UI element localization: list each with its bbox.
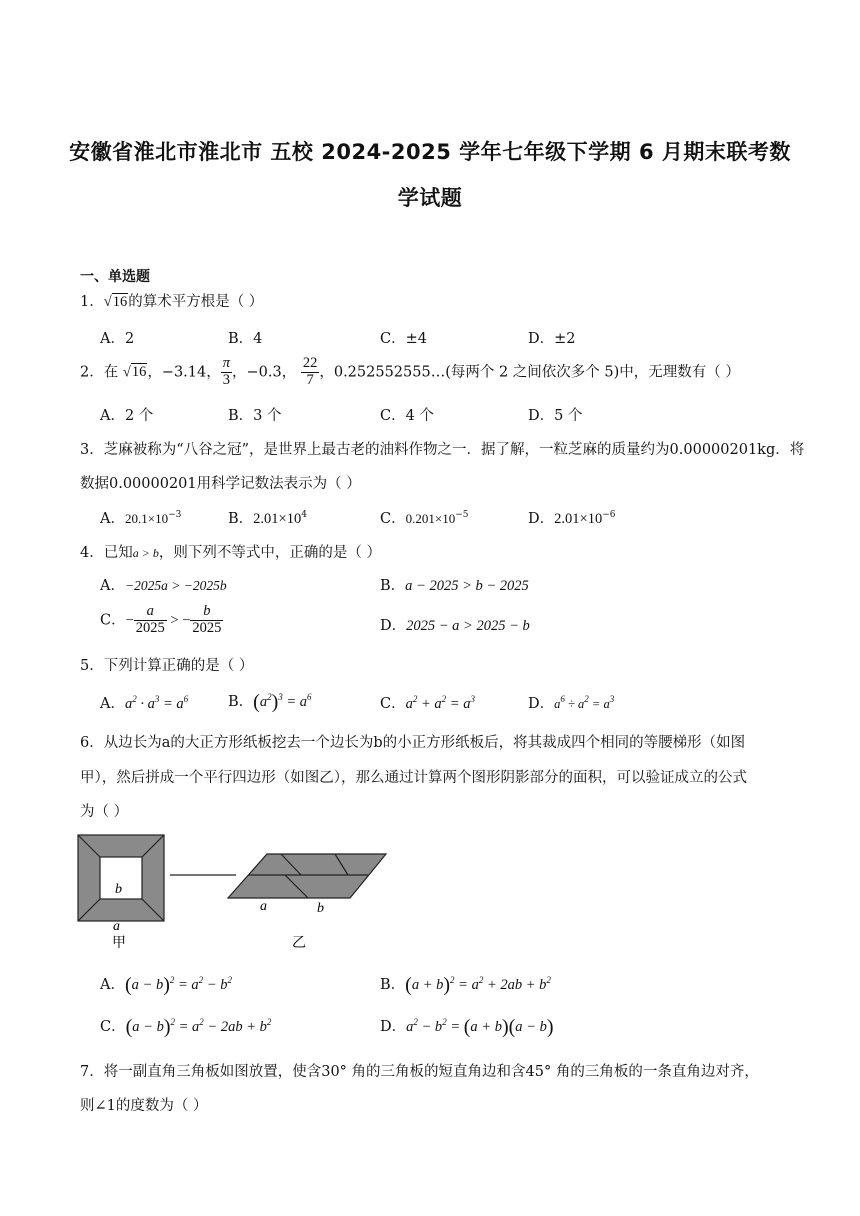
- q4-option-d: D．2025 − a > 2025 − b: [380, 618, 530, 634]
- q6-option-d: D．$a^2 - b^2 = (a + b)(a - b)$: [380, 1016, 554, 1038]
- q3-option-a: A．$20.1\times 10^{-3}$: [100, 510, 182, 527]
- q2-option-b: B．3 个: [228, 408, 282, 424]
- q6-option-b: B．$(a + b)^2 = a^2 + 2ab + b^2$: [380, 974, 551, 996]
- q1-option-d: D．±2: [528, 331, 576, 347]
- q6-figure: [70, 830, 400, 955]
- fig-label-a: a: [113, 919, 120, 934]
- fig-label-yi: 乙: [292, 936, 306, 951]
- q3-option-b: B．$2.01\times 10^4$: [228, 510, 307, 527]
- q4-option-b: B．a − 2025 > b − 2025: [380, 578, 529, 594]
- sqrt-symbol: √16: [103, 294, 128, 310]
- sqrt-symbol: √16: [122, 364, 147, 381]
- q4-option-a: A．−2025a > −2025b: [100, 578, 227, 594]
- question-7-line-2: 则∠1的度数为（ ）: [80, 1098, 208, 1114]
- question-7-line-1: 7．将一副直角三角板如图放置，使含30° 角的三角板的短直角边和含45° 角的三角板的一条直角边对齐，: [80, 1064, 759, 1080]
- fig-label-a-2: a: [260, 899, 267, 914]
- fraction-pi-3: $\frac{\pi}{3}$: [222, 355, 231, 388]
- q5-option-a: A．$a^2 \cdot a^3 = a^6$: [100, 694, 189, 712]
- fig-label-b-2: b: [317, 901, 324, 916]
- question-6-line-3: 为（ ）: [80, 804, 129, 820]
- q4-option-c: C．− $\frac{a}{2025}$ > − $\frac{b}{2025}$: [100, 603, 222, 636]
- q1-option-c: C．±4: [380, 331, 427, 347]
- doc-title-line-1: 安徽省淮北市淮北市 五校 2024-2025 学年七年级下学期 6 月期末联考数: [69, 140, 791, 164]
- q2-option-c: C．4 个: [380, 408, 434, 424]
- q2-option-d: D．5 个: [528, 408, 583, 424]
- question-6-line-2: 甲），然后拼成一个平行四边形（如图乙），那么通过计算两个图形阴影部分的面积，可以验证成立的公式: [80, 770, 747, 786]
- q1-option-b: B．4: [228, 331, 263, 347]
- q5-option-c: C．$a^2 + a^2 = a^3$: [380, 694, 475, 712]
- q1-option-a: A．2: [100, 331, 135, 347]
- section-heading: 一、单选题: [80, 269, 150, 285]
- question-1: 1．√16的算术平方根是（ ）: [80, 294, 264, 310]
- question-5: 5．下列计算正确的是（ ）: [80, 658, 254, 674]
- question-3-line-1: 3．芝麻被称为“八谷之冠”，是世界上最古老的油料作物之一．据了解，一粒芝麻的质量约为0.00000201kg．将: [80, 442, 805, 458]
- q2-option-a: A．2 个: [100, 408, 154, 424]
- q5-option-d: D．$a^6 \div a^2 = a^3$: [528, 694, 615, 712]
- q6-option-c: C．$(a - b)^2 = a^2 - 2ab + b^2$: [100, 1016, 272, 1038]
- question-6-line-1: 6．从边长为a的大正方形纸板挖去一个边长为b的小正方形纸板后，将其裁成四个相同的等腰梯形（如图: [80, 735, 746, 751]
- fig-label-jia: 甲: [112, 936, 126, 951]
- question-3-line-2: 数据0.00000201用科学记数法表示为（ ）: [80, 476, 361, 492]
- q3-option-d: D．$2.01\times 10^{-6}$: [528, 510, 616, 527]
- q3-option-c: C．$0.201\times 10^{-5}$: [380, 510, 469, 527]
- q5-option-b: B．$(a^2)^3 = a^6$: [228, 691, 312, 713]
- question-2: 2．在 √16，−3.14， $\frac{\pi}{3}$ ，−0.3， $\frac{22}{7}$ ，0.252552555…(每两个 2 之间依次多个 5)中，无理数有（ ）: [80, 355, 740, 388]
- fraction-22-7: $\frac{22}{7}$: [302, 355, 318, 388]
- q6-option-a: A．$(a - b)^2 = a^2 - b^2$: [100, 974, 232, 996]
- question-4: 4．已知a > b，则下列不等式中，正确的是（ ）: [80, 545, 381, 561]
- fig-label-b: b: [115, 882, 122, 897]
- doc-title-line-2: 学试题: [397, 186, 463, 210]
- figure-yi-parallelogram: [228, 854, 386, 898]
- figure-jia-square: [78, 835, 164, 921]
